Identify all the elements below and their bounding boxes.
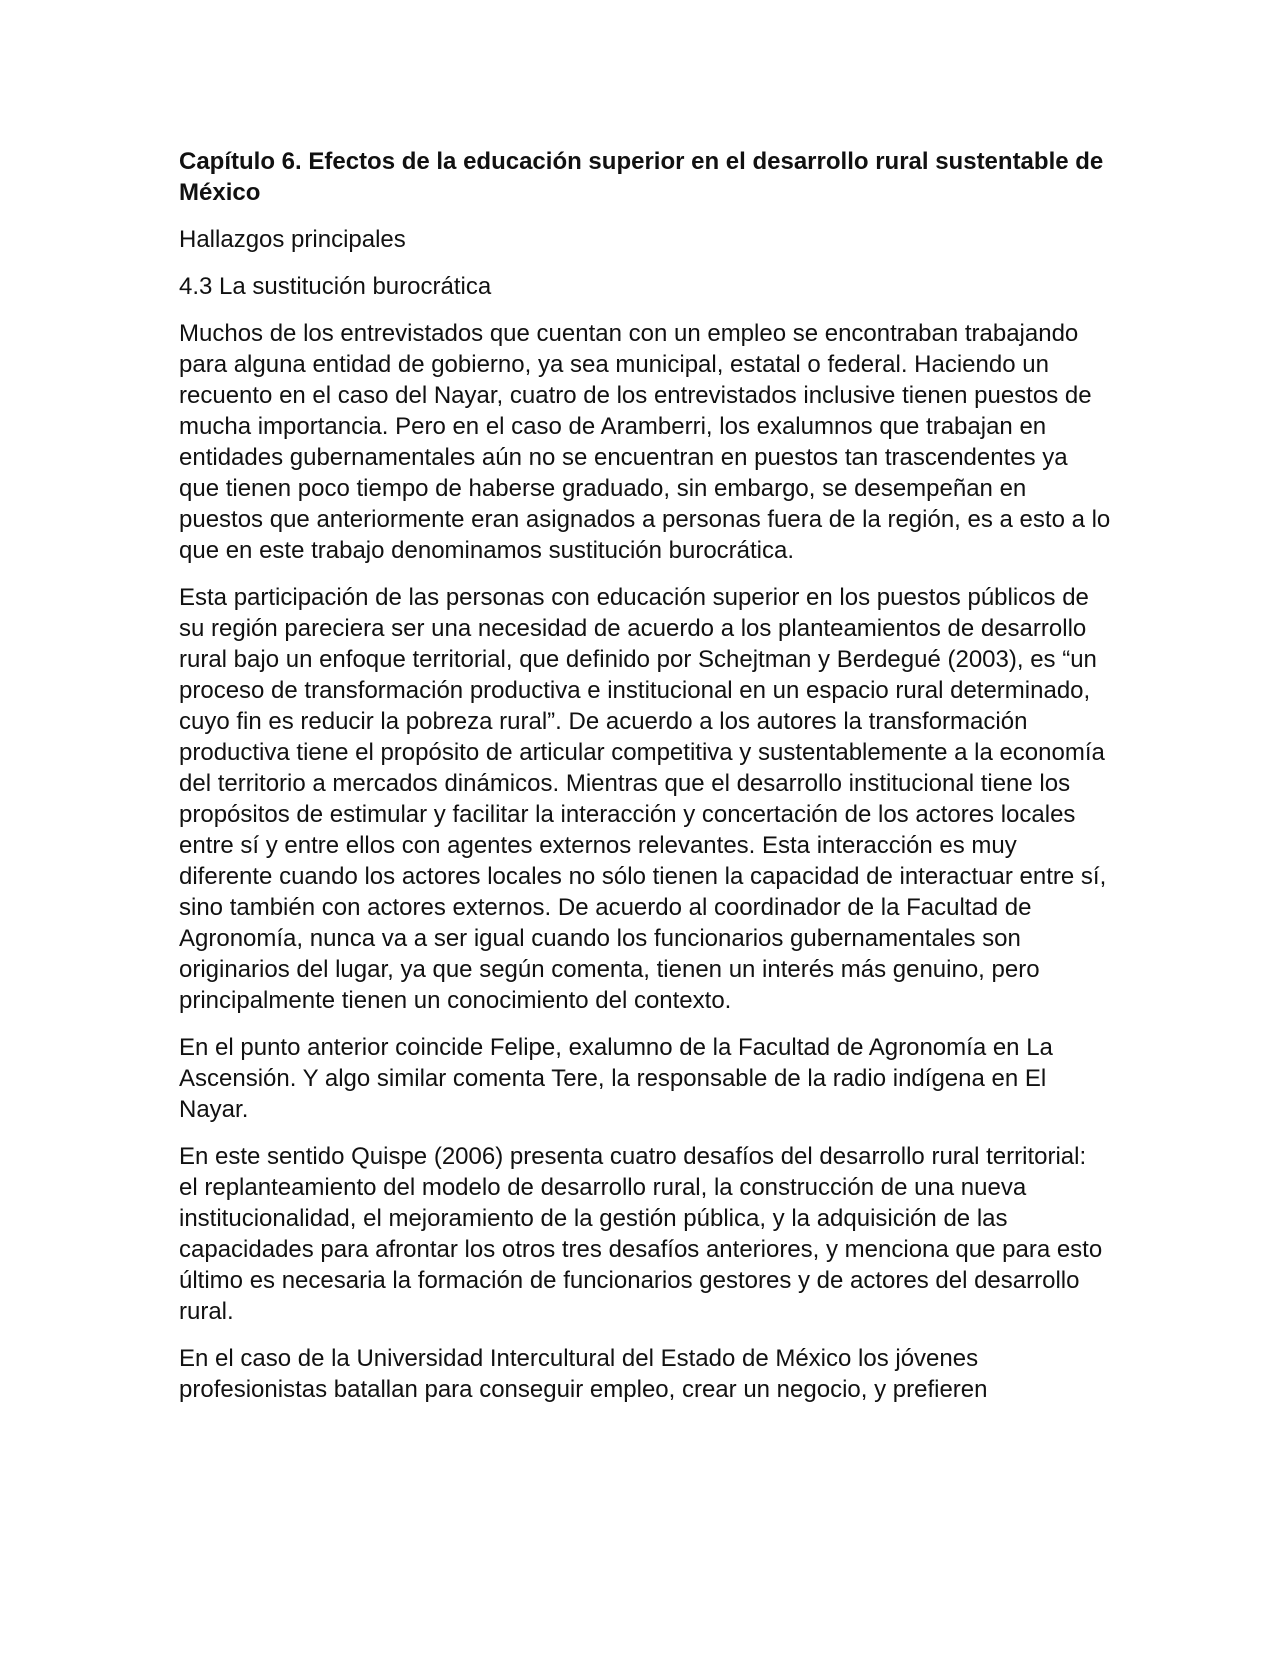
paragraph-universidad: En el caso de la Universidad Intercultural del Estado de México los jóvenes profesionistas batallan para conseguir empleo, crear un negocio, y prefieren [179, 1345, 988, 1403]
chapter-title: Capítulo 6. Efectos de la educación superior en el desarrollo rural sustentable de México [179, 148, 1104, 206]
paragraph-quispe: En este sentido Quispe (2006) presenta cuatro desafíos del desarrollo rural territorial: el replanteamiento del modelo de desarrollo rural, la construcción de una nueva institucionalidad, el mejoramiento de la gestión pública, y la adquisición de las capacidades para afrontar los otros tres desafíos anteriores, y menciona que para esto último es necesaria la formación de funcionarios gestores y de actores del desarrollo rural. [179, 1143, 1103, 1325]
paragraph-sustitucion: Muchos de los entrevistados que cuentan con un empleo se encontraban trabajando para alguna entidad de gobierno, ya sea municipal, estatal o federal. Haciendo un recuento en el caso del Nayar, cuatro de los entrevistados inclusive tienen puestos de mucha importancia. Pero en el caso de Aramberri, los exalumnos que trabajan en entidades gubernamentales aún no se encuentran en puestos tan trascendentes ya que tienen poco tiempo de haberse graduado, sin embargo, se desempeñan en puestos que anteriormente eran asignados a personas fuera de la región, es a esto a lo que en este trabajo denominamos sustitución burocrática. [179, 320, 1111, 564]
paragraph-felipe: En el punto anterior coincide Felipe, exalumno de la Facultad de Agronomía en La Ascensión. Y algo similar comenta Tere, la responsable de la radio indígena en El Nayar. [179, 1034, 1053, 1123]
paragraph-participacion: Esta participación de las personas con educación superior en los puestos públicos de su región pareciera ser una necesidad de acuerdo a los planteamientos de desarrollo rural bajo un enfoque territorial, que definido por Schejtman y Berdegué (2003), es “un proceso de transformación productiva e institucional en un espacio rural determinado, cuyo fin es reducir la pobreza rural”. De acuerdo a los autores la transformación productiva tiene el propósito de articular competitiva y sustentablemente a la economía del territorio a mercados dinámicos. Mientras que el desarrollo institucional tiene los propósitos de estimular y facilitar la interacción y concertación de los actores locales entre sí y entre ellos con agentes externos relevantes. Esta interacción es muy diferente cuando los actores locales no sólo tienen la capacidad de interactuar entre sí, sino también con actores externos. De acuerdo al coordinador de la Facultad de Agronomía, nunca va a ser igual cuando los funcionarios gubernamentales son originarios del lugar, ya que según comenta, tienen un interés más genuino, pero principalmente tienen un conocimiento del contexto. [179, 584, 1107, 1014]
subsection-heading: 4.3 La sustitución burocrática [179, 273, 492, 300]
document-page [179, 146, 1111, 1421]
section-heading: Hallazgos principales [179, 226, 406, 253]
